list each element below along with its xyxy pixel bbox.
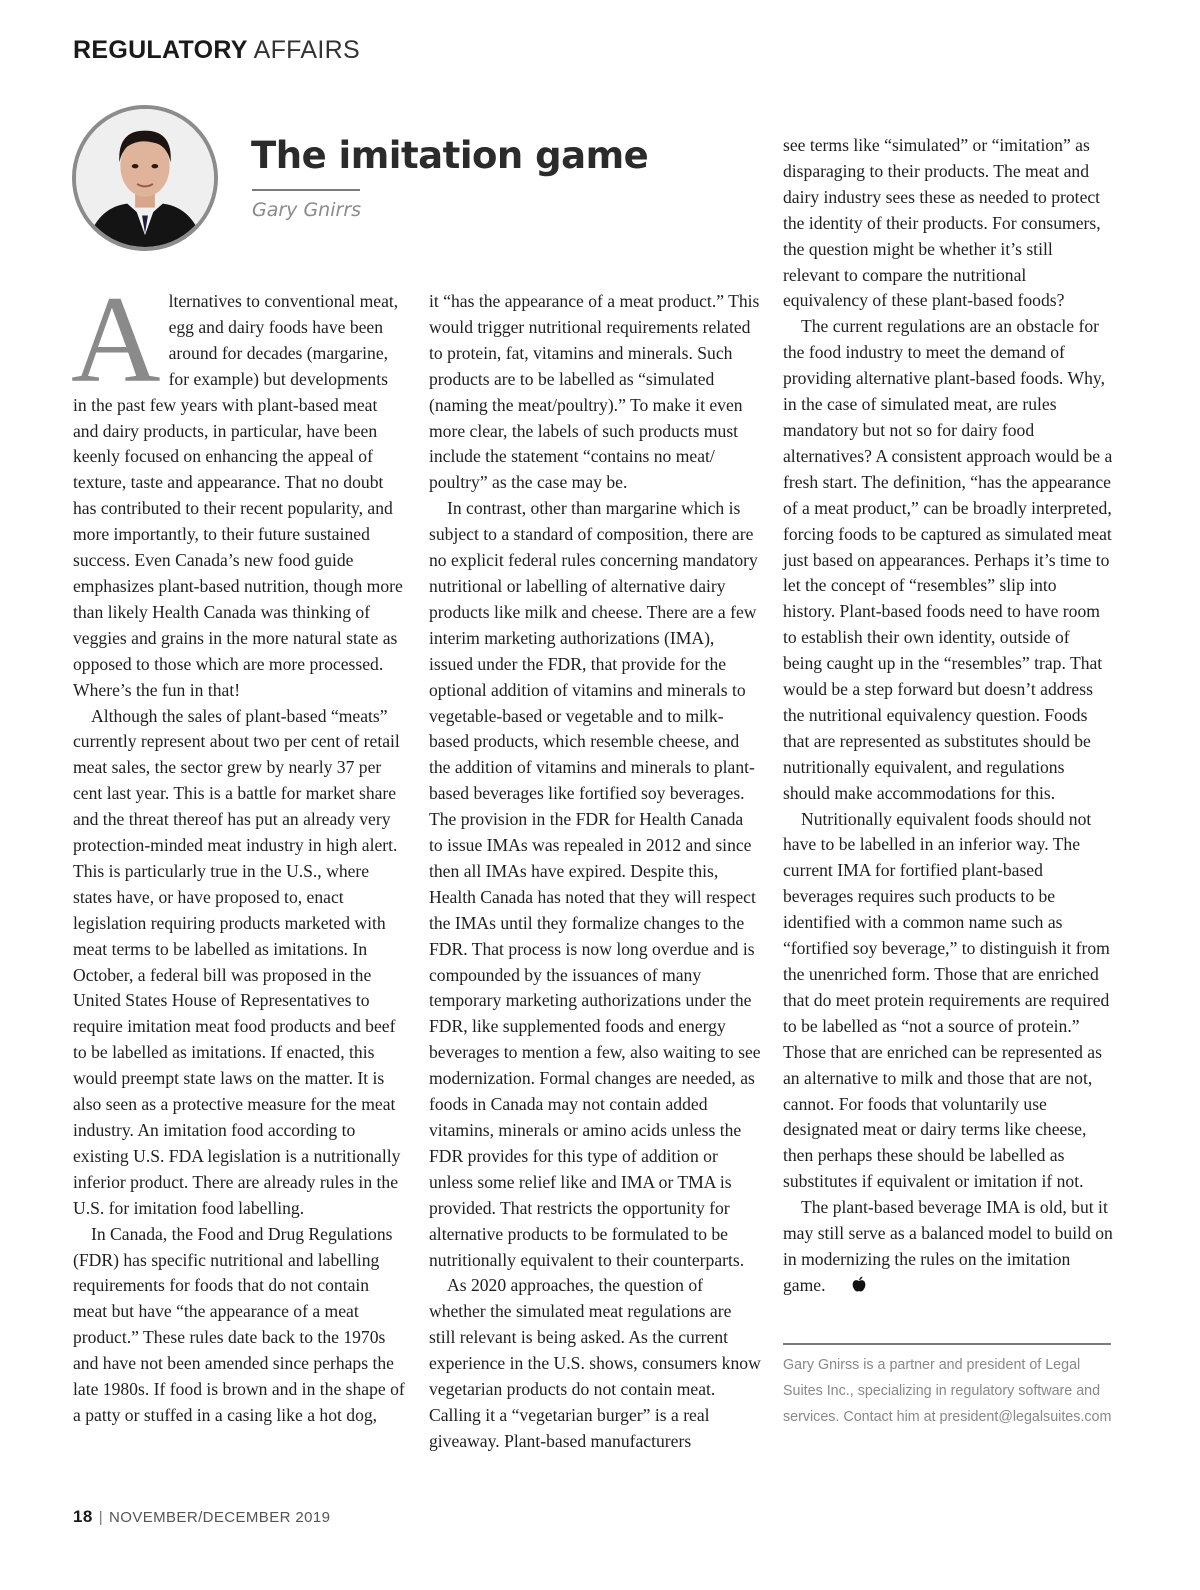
page-footer [73, 1507, 330, 1527]
article-title: The imitation game [251, 134, 649, 177]
paragraph [783, 1195, 1113, 1301]
issue-date: NOVEMBER/DECEMBER 2019 [109, 1509, 331, 1526]
paragraph: As 2020 approaches, the question of whether the simulated meat regulations are still relevant is being asked. As the current experience in the U.S. shows, consumers know vegetarian products do not contain meat. Calling it a “vegetarian burger” is a real giveaway. Plant-based manufacturers [429, 1275, 761, 1451]
byline: Gary Gnirrs [252, 199, 362, 221]
article-column-2 [429, 289, 761, 1455]
paragraph: see terms like “simulated” or “imitation” as disparaging to their products. The meat and dairy industry sees these as needed to protect the identity of their products. For consumers, the question might be whether it’s still relevant to compare the nutritional equivalency of these plant-based foods? [783, 135, 1101, 311]
author-bio: Gary Gnirss is a partner and president of Legal Suites Inc., specializing in regulatory software and services. Contact him at president@legalsuites.com [783, 1357, 1112, 1425]
paragraph: Although the sales of plant-based “meats” currently represent about two per cent of retail meat sales, the sector grew by nearly 37 per cent last year. This is a battle for market share and the threat thereof has put an already very protection-minded meat industry in high alert. This is particularly true in the U.S., where states have, or have proposed to, enact legislation requiring products marketed with meat terms to be labelled as imitations. In October, a federal bill was proposed in the United States House of Representatives to require imitation meat food products and beef to be labelled as imitations. If enacted, this would preempt state laws on the matter. It is also seen as a protective measure for the meat industry. An imitation food according to existing U.S. FDA legislation is a nutritionally inferior product. There are already rules in the U.S. for imitation food labelling. [73, 705, 401, 1218]
article-column-3 [783, 133, 1113, 1301]
paragraph: In contrast, other than margarine which is subject to a standard of composition, there are no explicit federal rules concerning mandatory nutritional or labelling of alternative dairy products like milk and cheese. There are a few interim marketing authorizations (IMA), issued under the FDR, that provide for the optional addition of vitamins and minerals to vegetable-based or vegetable and to milk-based products, which resemble cheese, and the addition of vitamins and minerals to plant-based beverages like fortified soy beverages. The provision in the FDR for Health Canada to issue IMAs was repealed in 2012 and since then all IMAs have expired. Despite this, Health Canada has noted that they will respect the IMAs until they formalize changes to the FDR. That process is now long overdue and is compounded by the issuances of many temporary marketing authorizations under the FDR, like supplemented foods and energy beverages to mention a few, also waiting to see modernization. Formal changes are needed, as foods in Canada may not contain added vitamins, minerals or amino acids unless the FDR provides for this type of addition or unless some relief like and IMA or TMA is provided. That restricts the opportunity for alternative products to be formulated to be nutritionally equivalent to their counterparts. [429, 498, 761, 1270]
paragraph: In Canada, the Food and Drug Regulations (FDR) has specific nutritional and labelling requirements for foods that do not contain meat but have “the appearance of a meat product.” These rules date back to the 1970s and have not been amended since perhaps the late 1980s. If food is brown and in the shape of a patty or stuffed in a casing like a hot dog, [73, 1223, 405, 1425]
paragraph: it “has the appearance of a meat product.” This would trigger nutritional requirements related to protein, fat, vitamins and minerals. Such products are to be labelled as “simulated (naming the meat/poultry).” To make it even more clear, the labels of such products must include the statement “contains no meat/ poultry” as the case may be. [429, 291, 760, 493]
author-photo [72, 105, 218, 251]
paragraph-text: The plant-based beverage IMA is old, but it may still serve as a balanced model to build on in modernizing the rules on the imitation game. [783, 1197, 1113, 1295]
paragraph [71, 271, 405, 704]
section-header [73, 36, 360, 65]
drop-cap: A [71, 271, 161, 408]
section-header-light: AFFAIRS [253, 36, 360, 64]
paragraph: Nutritionally equivalent foods should not have to be labelled in an inferior way. The current IMA for fortified plant-based beverages requires such products to be identified with a common name such as “fortified soy beverage,” to distinguish it from the unenriched form. Those that are enriched that do meet protein requirements are required to be labelled as “not a source of protein.” Those that are enriched can be represented as an alternative to milk and those that are not, cannot. For foods that voluntarily use designated meat or dairy terms like cheese, then perhaps these should be labelled as substitutes if equivalent or imitation if not. [783, 808, 1110, 1192]
page-number: 18 [73, 1507, 93, 1526]
bio-divider [783, 1343, 1111, 1345]
paragraph-text: lternatives to conventional meat, egg and dairy foods have been around for decades (margarine, for example) but developments in the past few years with plant-based meat and dairy products, in particular, have been keenly focused on enhancing the appeal of texture, taste and appearance. That no doubt has contributed to their recent popularity, and more importantly, to their future sustained success. Even Canada’s new food guide emphasizes plant-based nutrition, though more than likely Health Canada was thinking of veggies and grains in the more natural state as opposed to those which are more processed. Where’s the fun in that! [73, 291, 403, 700]
paragraph: The current regulations are an obstacle for the food industry to meet the demand of providing alternative plant-based foods. Why, in the case of simulated meat, are rules mandatory but not so for dairy food alternatives? A consistent approach would be a fresh start. The definition, “has the appearance of a meat product,” can be broadly interpreted, forcing foods to be captured as simulated meat just based on appearances. Perhaps it’s time to let the concept of “resembles” slip into history. Plant-based foods need to have room to establish their own identity, outside of being caught up in the “resembles” trap. That would be a step forward but doesn’t address the nutritional equivalency question. Foods that are represented as substitutes should be nutritionally equivalent, and regulations should make accommodations for this. [783, 316, 1113, 803]
section-header-strong: REGULATORY [73, 36, 248, 64]
footer-separator: | [98, 1509, 104, 1526]
title-divider [252, 189, 360, 191]
article-column-1 [71, 271, 405, 1429]
apple-icon [834, 1275, 866, 1301]
author-portrait-image [76, 109, 214, 247]
